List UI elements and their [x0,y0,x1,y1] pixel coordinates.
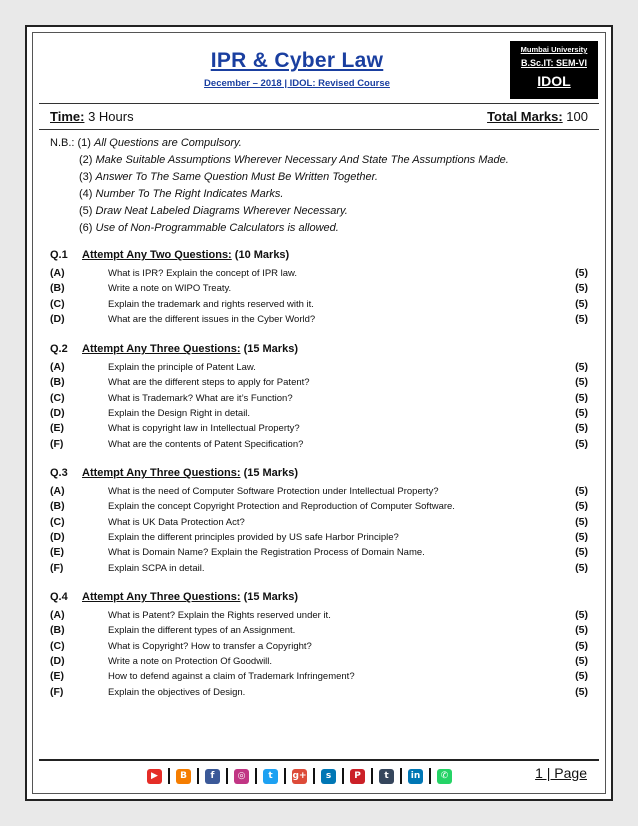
item-label: (D) [50,530,65,543]
question-item [50,407,588,422]
item-marks: (5) [575,422,588,435]
item-text: What are the contents of Patent Specification? [108,438,304,450]
note-item [50,137,242,149]
item-marks: (5) [575,267,588,279]
icon-separator [313,768,315,784]
item-marks: (5) [575,485,588,497]
item-marks: (5) [575,639,588,652]
header-divider [39,103,599,104]
pinterest-icon[interactable]: P [350,769,365,784]
item-marks: (5) [575,406,588,419]
instagram-icon[interactable]: ◎ [234,769,249,784]
note-text: Answer To The Same Question Must Be Written Together. [95,171,378,183]
item-text: How to defend against a claim of Trademark Infringement? [108,671,355,683]
question-marks: (15 Marks) [243,343,298,355]
blogger-icon[interactable]: B [176,769,191,784]
question-instruction: Attempt Any Three Questions: [82,467,241,479]
meta-divider [39,129,599,130]
item-label: (E) [50,670,64,683]
question-marks: (15 Marks) [243,467,298,479]
question-item [50,546,588,561]
item-label: (A) [50,609,65,621]
item-label: (B) [50,500,65,513]
note-number: (5) [79,205,93,217]
note-text: Make Suitable Assumptions Wherever Necessary And State The Assumptions Made. [95,154,509,166]
question-item [50,282,588,297]
icon-separator [255,768,257,784]
item-label: (D) [50,312,65,325]
item-text: What is copyright law in Intellectual Property? [108,423,300,435]
note-item [79,171,378,183]
question-instruction: Attempt Any Two Questions: [82,249,232,261]
note-number: N.B.: (1) [50,137,91,149]
icon-separator [197,768,199,784]
question-item [50,376,588,391]
note-text: Number To The Right Indicates Marks. [95,188,284,200]
item-text: What is Domain Name? Explain the Registration Process of Domain Name. [108,547,425,559]
question-heading [50,343,298,355]
item-marks: (5) [575,297,588,310]
note-number: (6) [79,222,93,234]
item-marks: (5) [575,609,588,621]
item-marks: (5) [575,391,588,404]
exam-page [25,25,613,801]
question-item [50,485,588,500]
item-text: What is Trademark? What are it’s Function? [108,392,293,404]
question-instruction: Attempt Any Three Questions: [82,343,241,355]
item-marks: (5) [575,282,588,295]
badge-code: IDOL [537,73,571,89]
question-item [50,392,588,407]
item-label: (C) [50,515,65,528]
twitter-icon[interactable]: t [263,769,278,784]
footer-divider [39,759,599,761]
item-marks: (5) [575,685,588,698]
question-item [50,624,588,639]
item-text: Explain the concept Copyright Protection and Reproduction of Computer Software. [108,501,455,513]
question-item [50,500,588,515]
google-plus-icon[interactable]: g+ [292,769,307,784]
question-item [50,640,588,655]
item-marks: (5) [575,312,588,325]
question-item [50,516,588,531]
item-text: What is Patent? Explain the Rights reserved under it. [108,610,331,621]
item-text: Explain the objectives of Design. [108,686,246,698]
item-text: What are the different issues in the Cyber World? [108,313,316,325]
question-item [50,655,588,670]
item-text: What is Copyright? How to transfer a Copyright? [108,640,312,652]
item-label: (E) [50,422,64,435]
item-text: What is IPR? Explain the concept of IPR law. [108,268,298,279]
time-info [50,109,134,124]
question-heading [50,591,298,603]
page-subtitle: December – 2018 | IDOL: Revised Course [204,78,390,89]
question-item [50,670,588,685]
social-icons [147,767,452,785]
question-item [50,422,588,437]
whatsapp-icon[interactable]: ✆ [437,769,452,784]
question-item [50,609,588,624]
item-label: (C) [50,297,65,310]
page-title: IPR & Cyber Law [210,49,384,72]
item-label: (D) [50,654,65,667]
question-marks: (15 Marks) [243,591,298,603]
question-marks: (10 Marks) [234,249,290,261]
youtube-icon[interactable]: ▶ [147,769,162,784]
linkedin-icon[interactable]: in [408,769,423,784]
item-text: Explain the trademark and rights reserved with it. [108,298,314,310]
question-instruction: Attempt Any Three Questions: [82,591,241,603]
item-label: (E) [50,546,64,559]
tumblr-icon[interactable]: t [379,769,394,784]
item-marks: (5) [575,624,588,637]
icon-separator [342,768,344,784]
question-item [50,686,588,701]
item-label: (A) [50,361,65,373]
item-marks: (5) [575,361,588,373]
icon-separator [400,768,402,784]
item-label: (A) [50,267,65,279]
question-item [50,438,588,453]
item-marks: (5) [575,670,588,683]
item-label: (A) [50,485,65,497]
item-label: (D) [50,406,65,419]
item-label: (B) [50,376,65,389]
question-item [50,313,588,328]
icon-separator [371,768,373,784]
total-marks-label: Total Marks: [487,109,563,124]
question-heading [50,467,298,479]
item-label: (C) [50,391,65,404]
item-label: (F) [50,561,64,574]
item-marks: (5) [575,530,588,543]
note-item [79,154,509,166]
page-number: 1 | Page [535,765,587,781]
question-item [50,267,588,282]
total-marks-info [487,109,588,124]
note-number: (4) [79,188,93,200]
note-text: Use of Non-Programmable Calculators is allowed. [95,222,339,234]
icon-separator [284,768,286,784]
item-label: (F) [50,437,64,450]
item-marks: (5) [575,437,588,450]
question-item [50,298,588,313]
note-number: (3) [79,171,93,183]
icon-separator [168,768,170,784]
note-item [79,222,339,234]
item-text: Explain the principle of Patent Law. [108,362,256,373]
badge-course: B.Sc.IT: SEM-VI [520,58,587,68]
icon-separator [429,768,431,784]
question-heading [50,249,289,261]
item-text: Explain the different types of an Assignment. [108,625,296,637]
item-marks: (5) [575,546,588,559]
item-text: Explain SCPA in detail. [108,562,205,574]
question-number: Q.3 [50,467,68,479]
icon-separator [226,768,228,784]
item-text: Write a note on Protection Of Goodwill. [108,655,273,667]
badge-university: Mumbai University [520,45,588,54]
question-number: Q.1 [50,249,68,261]
time-label: Time: [50,109,85,124]
slideshare-icon[interactable]: s [321,769,336,784]
item-label: (F) [50,685,64,698]
item-label: (B) [50,282,65,295]
time-value: 3 Hours [88,109,134,124]
item-marks: (5) [575,500,588,513]
item-marks: (5) [575,561,588,574]
total-marks-value: 100 [566,109,588,124]
item-text: Explain the different principles provided by US safe Harbor Principle? [108,531,399,543]
item-marks: (5) [575,376,588,389]
item-text: What are the different steps to apply for Patent? [108,377,310,389]
question-item [50,562,588,577]
item-text: What is UK Data Protection Act? [108,516,245,528]
item-label: (C) [50,639,65,652]
item-marks: (5) [575,654,588,667]
facebook-icon[interactable]: f [205,769,220,784]
question-item [50,531,588,546]
note-item [79,205,348,217]
question-item [50,361,588,376]
course-badge [510,41,598,99]
note-number: (2) [79,154,93,166]
note-text: Draw Neat Labeled Diagrams Wherever Necessary. [95,205,348,217]
question-number: Q.2 [50,343,68,355]
item-text: Explain the Design Right in detail. [108,407,251,419]
note-text: All Questions are Compulsory. [94,137,242,149]
item-text: Write a note on WIPO Treaty. [108,283,232,295]
item-marks: (5) [575,515,588,528]
question-number: Q.4 [50,591,68,603]
note-item [79,188,283,200]
item-text: What is the need of Computer Software Protection under Intellectual Property? [108,486,439,497]
item-label: (B) [50,624,65,637]
